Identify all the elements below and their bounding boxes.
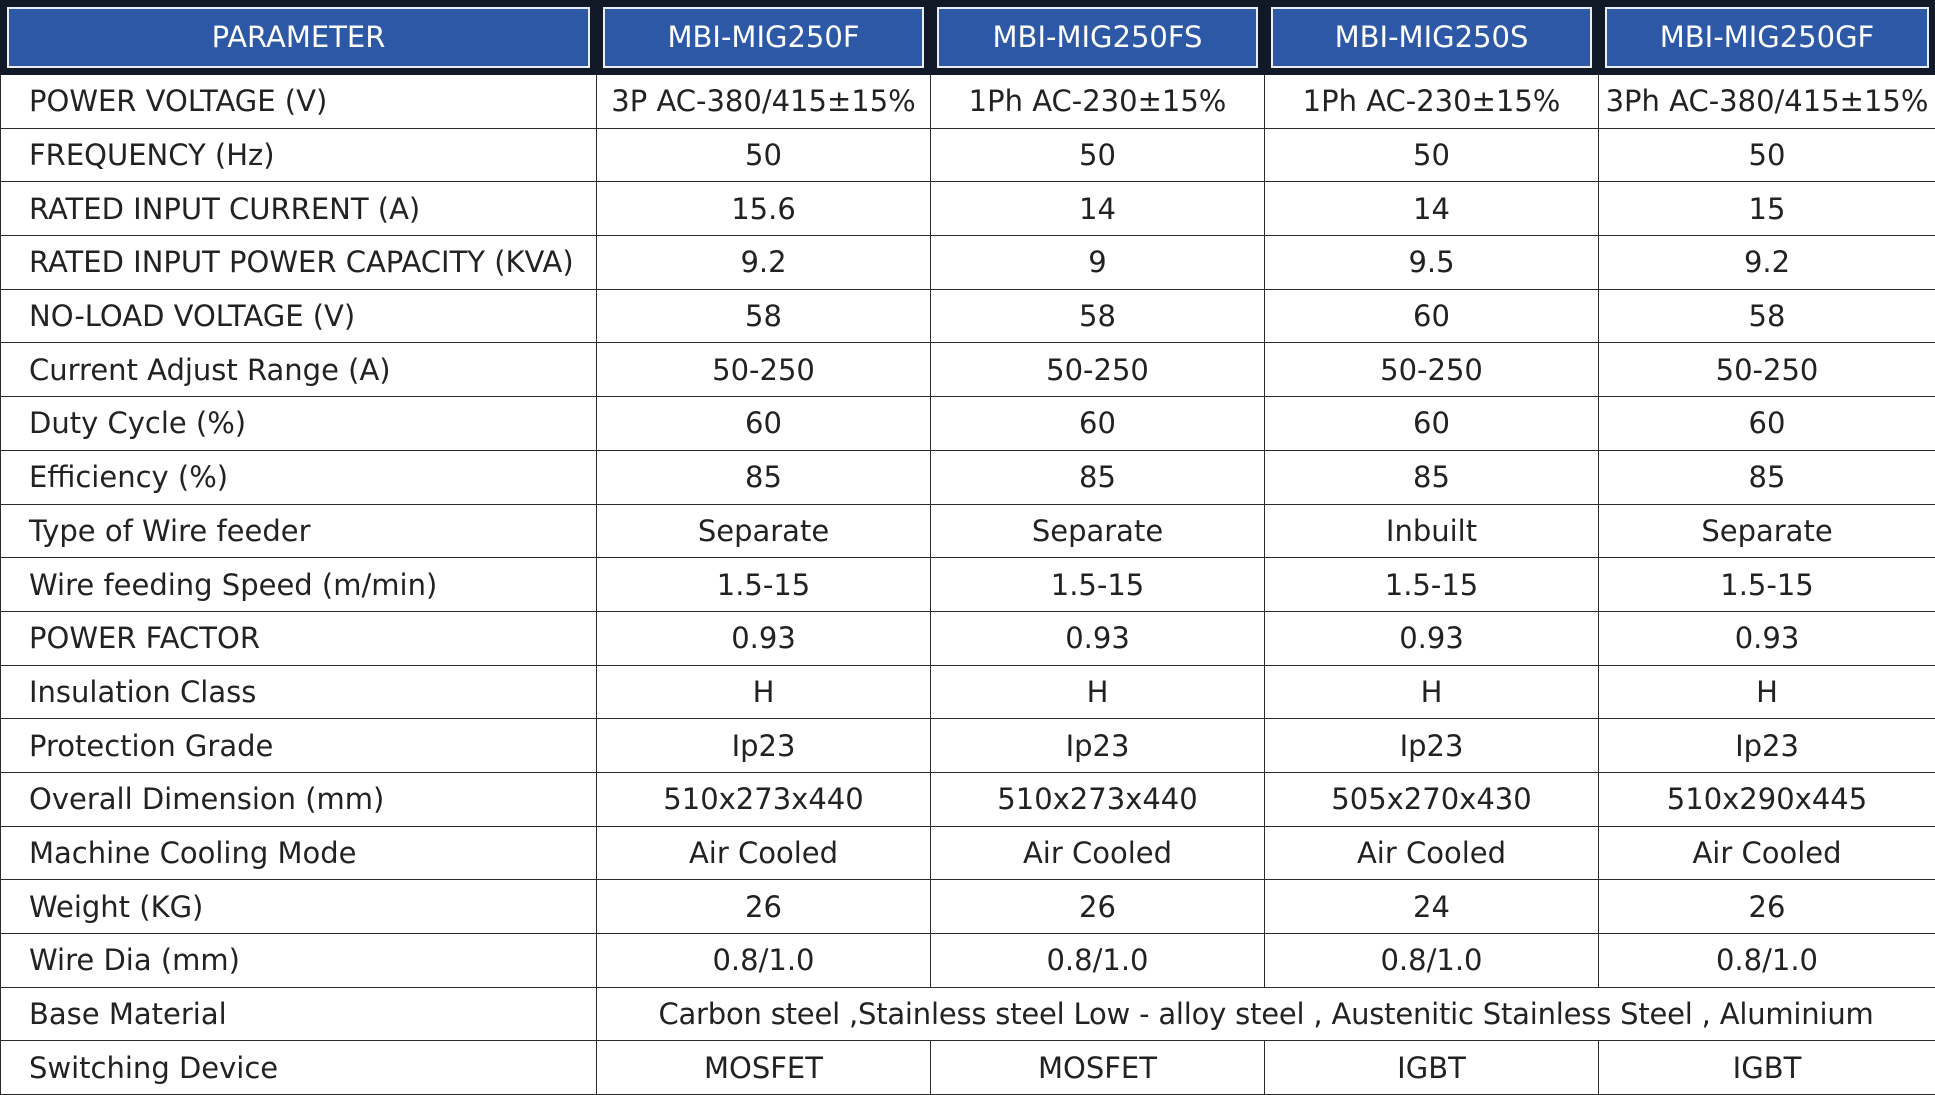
- value-cell: 58: [931, 289, 1265, 343]
- value-cell: Ip23: [931, 719, 1265, 773]
- value-cell: 60: [1599, 397, 1935, 451]
- value-cell: MOSFET: [931, 1041, 1265, 1095]
- value-cell: 50: [1599, 128, 1935, 182]
- value-cell: H: [1599, 665, 1935, 719]
- table-row: [1, 1041, 1935, 1095]
- value-cell: 14: [1265, 182, 1599, 236]
- value-cell: Inbuilt: [1265, 504, 1599, 558]
- value-cell: MOSFET: [597, 1041, 931, 1095]
- value-cell: Ip23: [1265, 719, 1599, 773]
- value-cell: 85: [931, 450, 1265, 504]
- parameter-cell: POWER VOLTAGE (V): [1, 75, 597, 129]
- table-row: [1, 289, 1935, 343]
- value-cell: 26: [1599, 880, 1935, 934]
- parameter-cell: Overall Dimension (mm): [1, 772, 597, 826]
- value-cell: 24: [1265, 880, 1599, 934]
- table-row: [1, 558, 1935, 612]
- table-row: [1, 397, 1935, 451]
- value-cell: 1Ph AC-230±15%: [1265, 75, 1599, 129]
- value-cell: H: [1265, 665, 1599, 719]
- value-cell: H: [931, 665, 1265, 719]
- value-cell: 50-250: [597, 343, 931, 397]
- table-row: [1, 236, 1935, 290]
- value-cell: 60: [597, 397, 931, 451]
- value-cell: 15.6: [597, 182, 931, 236]
- header-row: [1, 1, 1935, 75]
- value-cell: 510x273x440: [597, 772, 931, 826]
- value-cell: Air Cooled: [1599, 826, 1935, 880]
- value-cell: Separate: [931, 504, 1265, 558]
- table-row: [1, 450, 1935, 504]
- value-cell: 0.8/1.0: [1265, 934, 1599, 988]
- value-cell: 1.5-15: [931, 558, 1265, 612]
- header-cell-model: [597, 1, 931, 75]
- header-label-parameter: PARAMETER: [7, 7, 590, 68]
- value-cell: 50: [931, 128, 1265, 182]
- table-row: [1, 128, 1935, 182]
- parameter-cell: RATED INPUT CURRENT (A): [1, 182, 597, 236]
- value-cell: 510x273x440: [931, 772, 1265, 826]
- table-row: [1, 343, 1935, 397]
- parameter-cell: Switching Device: [1, 1041, 597, 1095]
- table-row: [1, 826, 1935, 880]
- value-cell: 0.93: [1599, 611, 1935, 665]
- value-cell: 58: [597, 289, 931, 343]
- value-cell: 1Ph AC-230±15%: [931, 75, 1265, 129]
- parameter-cell: POWER FACTOR: [1, 611, 597, 665]
- value-cell: 3Ph AC-380/415±15%: [1599, 75, 1935, 129]
- value-cell: Ip23: [1599, 719, 1935, 773]
- value-cell: 9.2: [1599, 236, 1935, 290]
- parameter-cell: Machine Cooling Mode: [1, 826, 597, 880]
- value-cell: IGBT: [1599, 1041, 1935, 1095]
- value-cell: 1.5-15: [1265, 558, 1599, 612]
- value-cell: 50: [1265, 128, 1599, 182]
- value-cell: Separate: [1599, 504, 1935, 558]
- value-cell: 26: [931, 880, 1265, 934]
- table-row: [1, 611, 1935, 665]
- parameter-cell: Current Adjust Range (A): [1, 343, 597, 397]
- table-row: [1, 504, 1935, 558]
- base-material-value-cell: Carbon steel ,Stainless steel Low - alloy steel , Austenitic Stainless Steel , Aluminium: [597, 987, 1935, 1041]
- table-row: [1, 75, 1935, 129]
- parameter-cell: Type of Wire feeder: [1, 504, 597, 558]
- value-cell: 14: [931, 182, 1265, 236]
- value-cell: 85: [1265, 450, 1599, 504]
- header-cell-model: [931, 1, 1265, 75]
- table-row: [1, 772, 1935, 826]
- value-cell: 510x290x445: [1599, 772, 1935, 826]
- value-cell: Air Cooled: [597, 826, 931, 880]
- value-cell: 1.5-15: [597, 558, 931, 612]
- value-cell: 9.2: [597, 236, 931, 290]
- parameter-cell: NO-LOAD VOLTAGE (V): [1, 289, 597, 343]
- header-label-model: MBI-MIG250S: [1271, 7, 1592, 68]
- table-row: [1, 182, 1935, 236]
- table-row: [1, 665, 1935, 719]
- value-cell: 50-250: [1599, 343, 1935, 397]
- parameter-cell: Wire Dia (mm): [1, 934, 597, 988]
- value-cell: 85: [1599, 450, 1935, 504]
- value-cell: 0.93: [931, 611, 1265, 665]
- value-cell: 0.93: [597, 611, 931, 665]
- header-cell-parameter: [1, 1, 597, 75]
- value-cell: Air Cooled: [931, 826, 1265, 880]
- header-label-model: MBI-MIG250FS: [937, 7, 1258, 68]
- value-cell: 26: [597, 880, 931, 934]
- value-cell: 60: [931, 397, 1265, 451]
- value-cell: 0.8/1.0: [1599, 934, 1935, 988]
- table-row: [1, 880, 1935, 934]
- value-cell: Air Cooled: [1265, 826, 1599, 880]
- value-cell: 0.8/1.0: [597, 934, 931, 988]
- header-cell-model: [1599, 1, 1935, 75]
- header-cell-model: [1265, 1, 1599, 75]
- value-cell: 9: [931, 236, 1265, 290]
- value-cell: 0.93: [1265, 611, 1599, 665]
- parameter-cell: Protection Grade: [1, 719, 597, 773]
- table-row: [1, 719, 1935, 773]
- header-label-model: MBI-MIG250F: [603, 7, 924, 68]
- parameter-cell: FREQUENCY (Hz): [1, 128, 597, 182]
- value-cell: 1.5-15: [1599, 558, 1935, 612]
- value-cell: IGBT: [1265, 1041, 1599, 1095]
- parameter-cell: Base Material: [1, 987, 597, 1041]
- parameter-cell: Insulation Class: [1, 665, 597, 719]
- value-cell: 85: [597, 450, 931, 504]
- value-cell: 3P AC-380/415±15%: [597, 75, 931, 129]
- value-cell: 50-250: [1265, 343, 1599, 397]
- value-cell: Ip23: [597, 719, 931, 773]
- value-cell: 50: [597, 128, 931, 182]
- value-cell: 505x270x430: [1265, 772, 1599, 826]
- value-cell: H: [597, 665, 931, 719]
- parameter-cell: RATED INPUT POWER CAPACITY (KVA): [1, 236, 597, 290]
- header-label-model: MBI-MIG250GF: [1605, 7, 1929, 68]
- parameter-cell: Wire feeding Speed (m/min): [1, 558, 597, 612]
- value-cell: 60: [1265, 289, 1599, 343]
- value-cell: 60: [1265, 397, 1599, 451]
- parameter-cell: Weight (KG): [1, 880, 597, 934]
- value-cell: 9.5: [1265, 236, 1599, 290]
- parameter-cell: Efficiency (%): [1, 450, 597, 504]
- value-cell: 50-250: [931, 343, 1265, 397]
- parameter-cell: Duty Cycle (%): [1, 397, 597, 451]
- table-row: [1, 934, 1935, 988]
- table-row: [1, 987, 1935, 1041]
- value-cell: 15: [1599, 182, 1935, 236]
- value-cell: Separate: [597, 504, 931, 558]
- value-cell: 58: [1599, 289, 1935, 343]
- value-cell: 0.8/1.0: [931, 934, 1265, 988]
